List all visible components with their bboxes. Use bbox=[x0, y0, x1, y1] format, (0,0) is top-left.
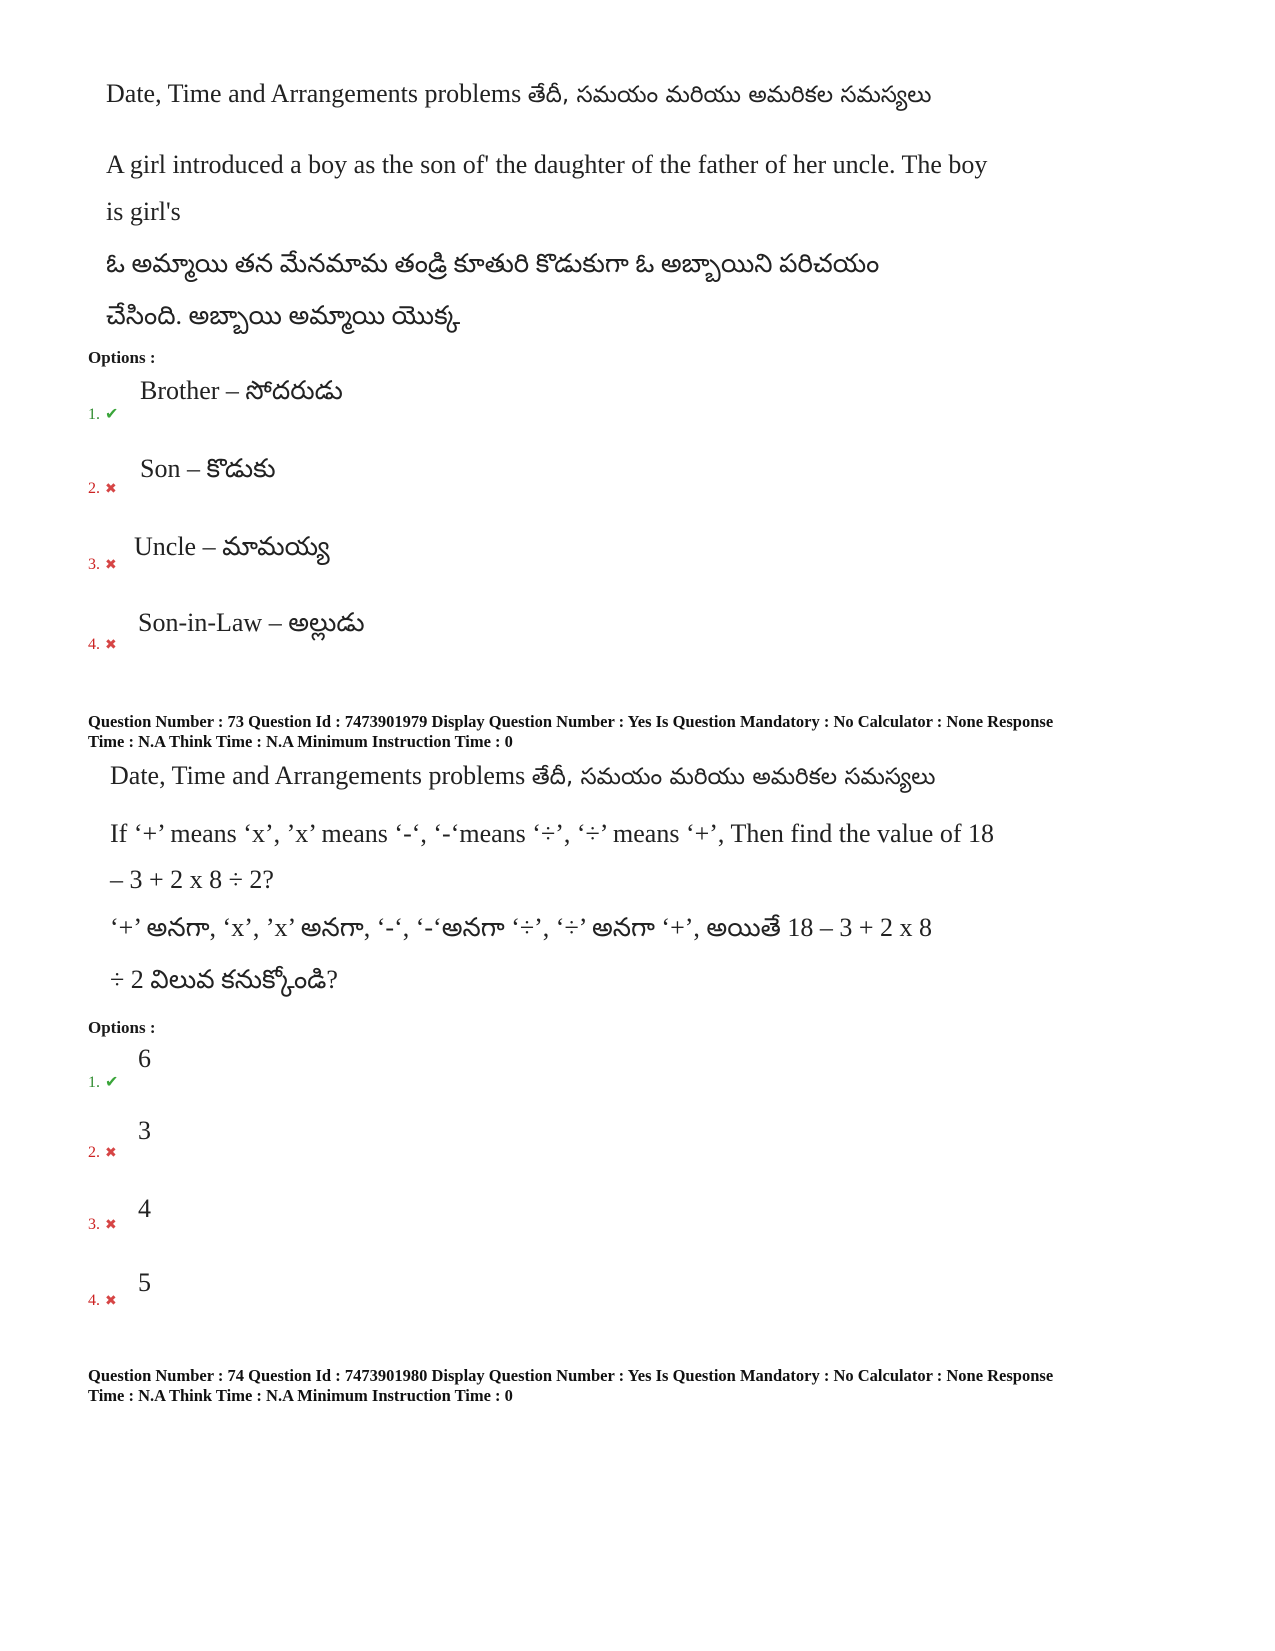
question-meta-line: Time : N.A Think Time : N.A Minimum Instruction Time : 0 bbox=[88, 1386, 513, 1405]
option-number: 1. bbox=[88, 1074, 100, 1091]
option-number: 3. bbox=[88, 1216, 100, 1233]
option-text: Son – కొడుకు bbox=[140, 454, 276, 483]
option-number: 2. bbox=[88, 480, 100, 497]
option-marker bbox=[88, 1072, 118, 1092]
question-text-line: ÷ 2 విలువ కనుక్కోండి? bbox=[110, 965, 338, 994]
cross-icon: ✖ bbox=[105, 1218, 117, 1233]
option-number: 1. bbox=[88, 406, 100, 423]
question-meta-line: Time : N.A Think Time : N.A Minimum Instruction Time : 0 bbox=[88, 732, 513, 751]
check-icon: ✔ bbox=[105, 406, 119, 423]
question-topic bbox=[106, 80, 932, 109]
option-text: Son-in-Law – అల్లుడు bbox=[138, 608, 365, 637]
question-text-line: is girl's bbox=[106, 197, 181, 226]
option-number: 4. bbox=[88, 636, 100, 653]
question-text-line: ఓ అమ్మాయి తన మేనమామ తండ్రి కూతురి కొడుకుగా ఓ అబ్బాయిని పరిచయం bbox=[106, 249, 880, 278]
option-text: 6 bbox=[138, 1044, 151, 1073]
option-text: 4 bbox=[138, 1194, 151, 1223]
option-text: 5 bbox=[138, 1268, 151, 1297]
options-label: Options : bbox=[88, 1018, 156, 1037]
option-text: Brother – సోదరుడు bbox=[140, 376, 343, 405]
topic-english: Date, Time and Arrangements problems bbox=[110, 761, 526, 790]
question-text-line: A girl introduced a boy as the son of' the daughter of the father of her uncle. The boy bbox=[106, 150, 988, 179]
cross-icon: ✖ bbox=[105, 1146, 117, 1161]
question-meta bbox=[88, 712, 1053, 752]
option-number: 4. bbox=[88, 1292, 100, 1309]
question-text-line: ‘+’ అనగా, ‘x’, ’x’ అనగా, ‘-‘, ‘-‘అనగా ‘÷’, ‘÷’ అనగా ‘+’, అయితే 18 – 3 + 2 x 8 bbox=[110, 913, 933, 942]
question-meta-line: Question Number : 74 Question Id : 7473901980 Display Question Number : Yes Is Question Mandatory : No Calculator : None Response bbox=[88, 1366, 1054, 1385]
topic-telugu: తేదీ, సమయం మరియు అమరికల సమస్యలు bbox=[527, 82, 932, 108]
option-text: 3 bbox=[138, 1116, 151, 1145]
option-marker bbox=[88, 636, 117, 654]
cross-icon: ✖ bbox=[105, 558, 117, 573]
options-label: Options : bbox=[88, 348, 156, 367]
question-topic bbox=[110, 762, 936, 791]
cross-icon: ✖ bbox=[105, 482, 117, 497]
question-meta bbox=[88, 1366, 1053, 1406]
option-marker bbox=[88, 1216, 117, 1234]
option-marker bbox=[88, 480, 117, 498]
option-text: Uncle – మామయ్య bbox=[134, 532, 330, 561]
cross-icon: ✖ bbox=[105, 1294, 117, 1309]
question-meta-line: Question Number : 73 Question Id : 7473901979 Display Question Number : Yes Is Question Mandatory : No Calculator : None Response bbox=[88, 712, 1054, 731]
option-marker bbox=[88, 404, 118, 424]
option-marker bbox=[88, 1292, 117, 1310]
option-number: 2. bbox=[88, 1144, 100, 1161]
cross-icon: ✖ bbox=[105, 638, 117, 653]
topic-telugu: తేదీ, సమయం మరియు అమరికల సమస్యలు bbox=[531, 764, 936, 790]
option-marker bbox=[88, 1144, 117, 1162]
option-marker bbox=[88, 556, 117, 574]
question-text-line: – 3 + 2 x 8 ÷ 2? bbox=[110, 865, 274, 894]
option-number: 3. bbox=[88, 556, 100, 573]
question-text-line: If ‘+’ means ‘x’, ’x’ means ‘-‘, ‘-‘means ‘÷’, ‘÷’ means ‘+’, Then find the value of 18 bbox=[110, 819, 994, 848]
check-icon: ✔ bbox=[105, 1074, 119, 1091]
question-text-line: చేసింది. అబ్బాయి అమ్మాయి యొక్క bbox=[106, 301, 461, 330]
topic-english: Date, Time and Arrangements problems bbox=[106, 79, 522, 108]
